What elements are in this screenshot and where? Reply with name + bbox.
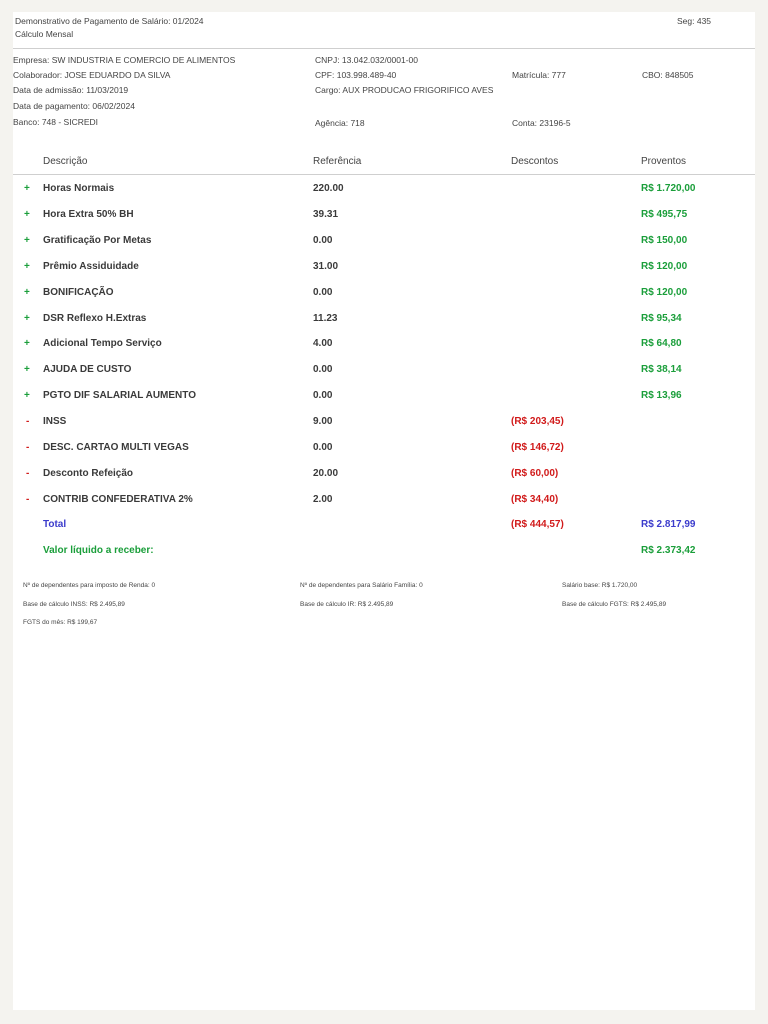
net-pay-value: R$ 2.373,42 [641,545,696,556]
header-divider [13,48,755,49]
col-header-descontos: Descontos [511,156,559,167]
row-reference: 2.00 [313,493,333,505]
row-reference: 0.00 [313,286,333,298]
row-earning: R$ 13,96 [641,390,682,402]
payslip-page [13,12,755,1010]
plus-sign: + [24,260,30,272]
row-description: Desconto Refeição [43,467,134,479]
row-description: INSS [43,416,67,428]
minus-sign: - [26,416,30,428]
base-calculo-fgts: Base de cálculo FGTS: R$ 2.495,89 [562,601,667,608]
data-pagamento: Data de pagamento: 06/02/2024 [13,101,135,111]
row-reference: 9.00 [313,416,333,428]
row-description: DSR Reflexo H.Extras [43,312,147,324]
base-calculo-ir: Base de cálculo IR: R$ 2.495,89 [300,601,394,608]
row-reference: 0.00 [313,364,333,376]
plus-sign: + [24,312,30,324]
row-description: Adicional Tempo Serviço [43,338,162,350]
empresa: Empresa: SW INDUSTRIA E COMERCIO DE ALIMENTOS [13,55,236,65]
dependentes-salario-familia: Nº de dependentes para Salário Família: 0 [300,582,423,589]
banco: Banco: 748 - SICREDI [13,117,99,127]
plus-sign: + [24,364,30,376]
row-earning: R$ 1.720,00 [641,183,696,194]
col-header-referencia: Referência [313,156,362,167]
base-calculo-inss: Base de cálculo INSS: R$ 2.495,89 [23,601,125,608]
row-earning: R$ 120,00 [641,286,688,298]
row-earning: R$ 150,00 [641,234,688,246]
row-reference: 220.00 [313,183,344,194]
row-description: BONIFICAÇÃO [43,286,114,298]
row-description: Gratificação Por Metas [43,234,152,246]
col-header-proventos: Proventos [641,156,687,167]
row-reference: 31.00 [313,260,339,272]
matricula: Matrícula: 777 [512,70,566,80]
plus-sign: + [24,183,30,194]
row-discount: (R$ 146,72) [511,442,564,453]
row-description: Prêmio Assiduidade [43,260,139,272]
row-description: DESC. CARTAO MULTI VEGAS [43,442,189,453]
col-header-descricao: Descrição [43,156,88,167]
net-pay-label: Valor líquido a receber: [43,545,154,556]
data-admissao: Data de admissão: 11/03/2019 [13,85,129,95]
row-reference: 20.00 [313,467,339,479]
cpf: CPF: 103.998.489-40 [315,70,397,80]
document-title: Demonstrativo de Pagamento de Salário: 01/2024 [15,16,204,26]
row-earning: R$ 64,80 [641,338,682,350]
minus-sign: - [26,442,30,453]
minus-sign: - [26,467,30,479]
agencia: Agência: 718 [315,118,365,128]
colaborador: Colaborador: JOSE EDUARDO DA SILVA [13,70,171,80]
plus-sign: + [24,208,30,220]
row-reference: 4.00 [313,338,333,350]
salario-base: Salário base: R$ 1.720,00 [562,582,638,589]
row-reference: 0.00 [313,442,333,453]
cnpj: CNPJ: 13.042.032/0001-00 [315,55,419,65]
row-reference: 39.31 [313,208,339,220]
row-reference: 0.00 [313,390,333,402]
row-earning: R$ 38,14 [641,364,682,376]
plus-sign: + [24,234,30,246]
row-reference: 0.00 [313,234,333,246]
row-earning: R$ 95,34 [641,312,682,324]
minus-sign: - [26,493,30,505]
cbo: CBO: 848505 [642,70,694,80]
fgts-mes: FGTS do mês: R$ 199,67 [23,619,98,626]
total-discounts: (R$ 444,57) [511,519,564,530]
document-subtitle: Cálculo Mensal [15,29,74,39]
row-discount: (R$ 34,40) [511,493,559,505]
row-reference: 11.23 [313,312,338,324]
row-description: AJUDA DE CUSTO [43,364,132,376]
row-description: CONTRIB CONFEDERATIVA 2% [43,493,193,505]
total-label: Total [43,519,67,530]
dependentes-ir: Nº de dependentes para imposto de Renda: 0 [23,582,156,589]
row-discount: (R$ 203,45) [511,416,564,428]
seg-number: Seg: 435 [677,16,712,26]
row-earning: R$ 120,00 [641,260,688,272]
row-description: PGTO DIF SALARIAL AUMENTO [43,390,196,402]
row-discount: (R$ 60,00) [511,467,559,479]
row-earning: R$ 495,75 [641,208,688,220]
total-earnings: R$ 2.817,99 [641,519,696,530]
row-description: Hora Extra 50% BH [43,208,134,220]
plus-sign: + [24,390,30,402]
plus-sign: + [24,338,30,350]
row-description: Horas Normais [43,183,115,194]
plus-sign: + [24,286,30,298]
table-header-divider [13,174,755,175]
cargo: Cargo: AUX PRODUCAO FRIGORIFICO AVES [315,85,494,95]
conta: Conta: 23196-5 [512,118,571,128]
